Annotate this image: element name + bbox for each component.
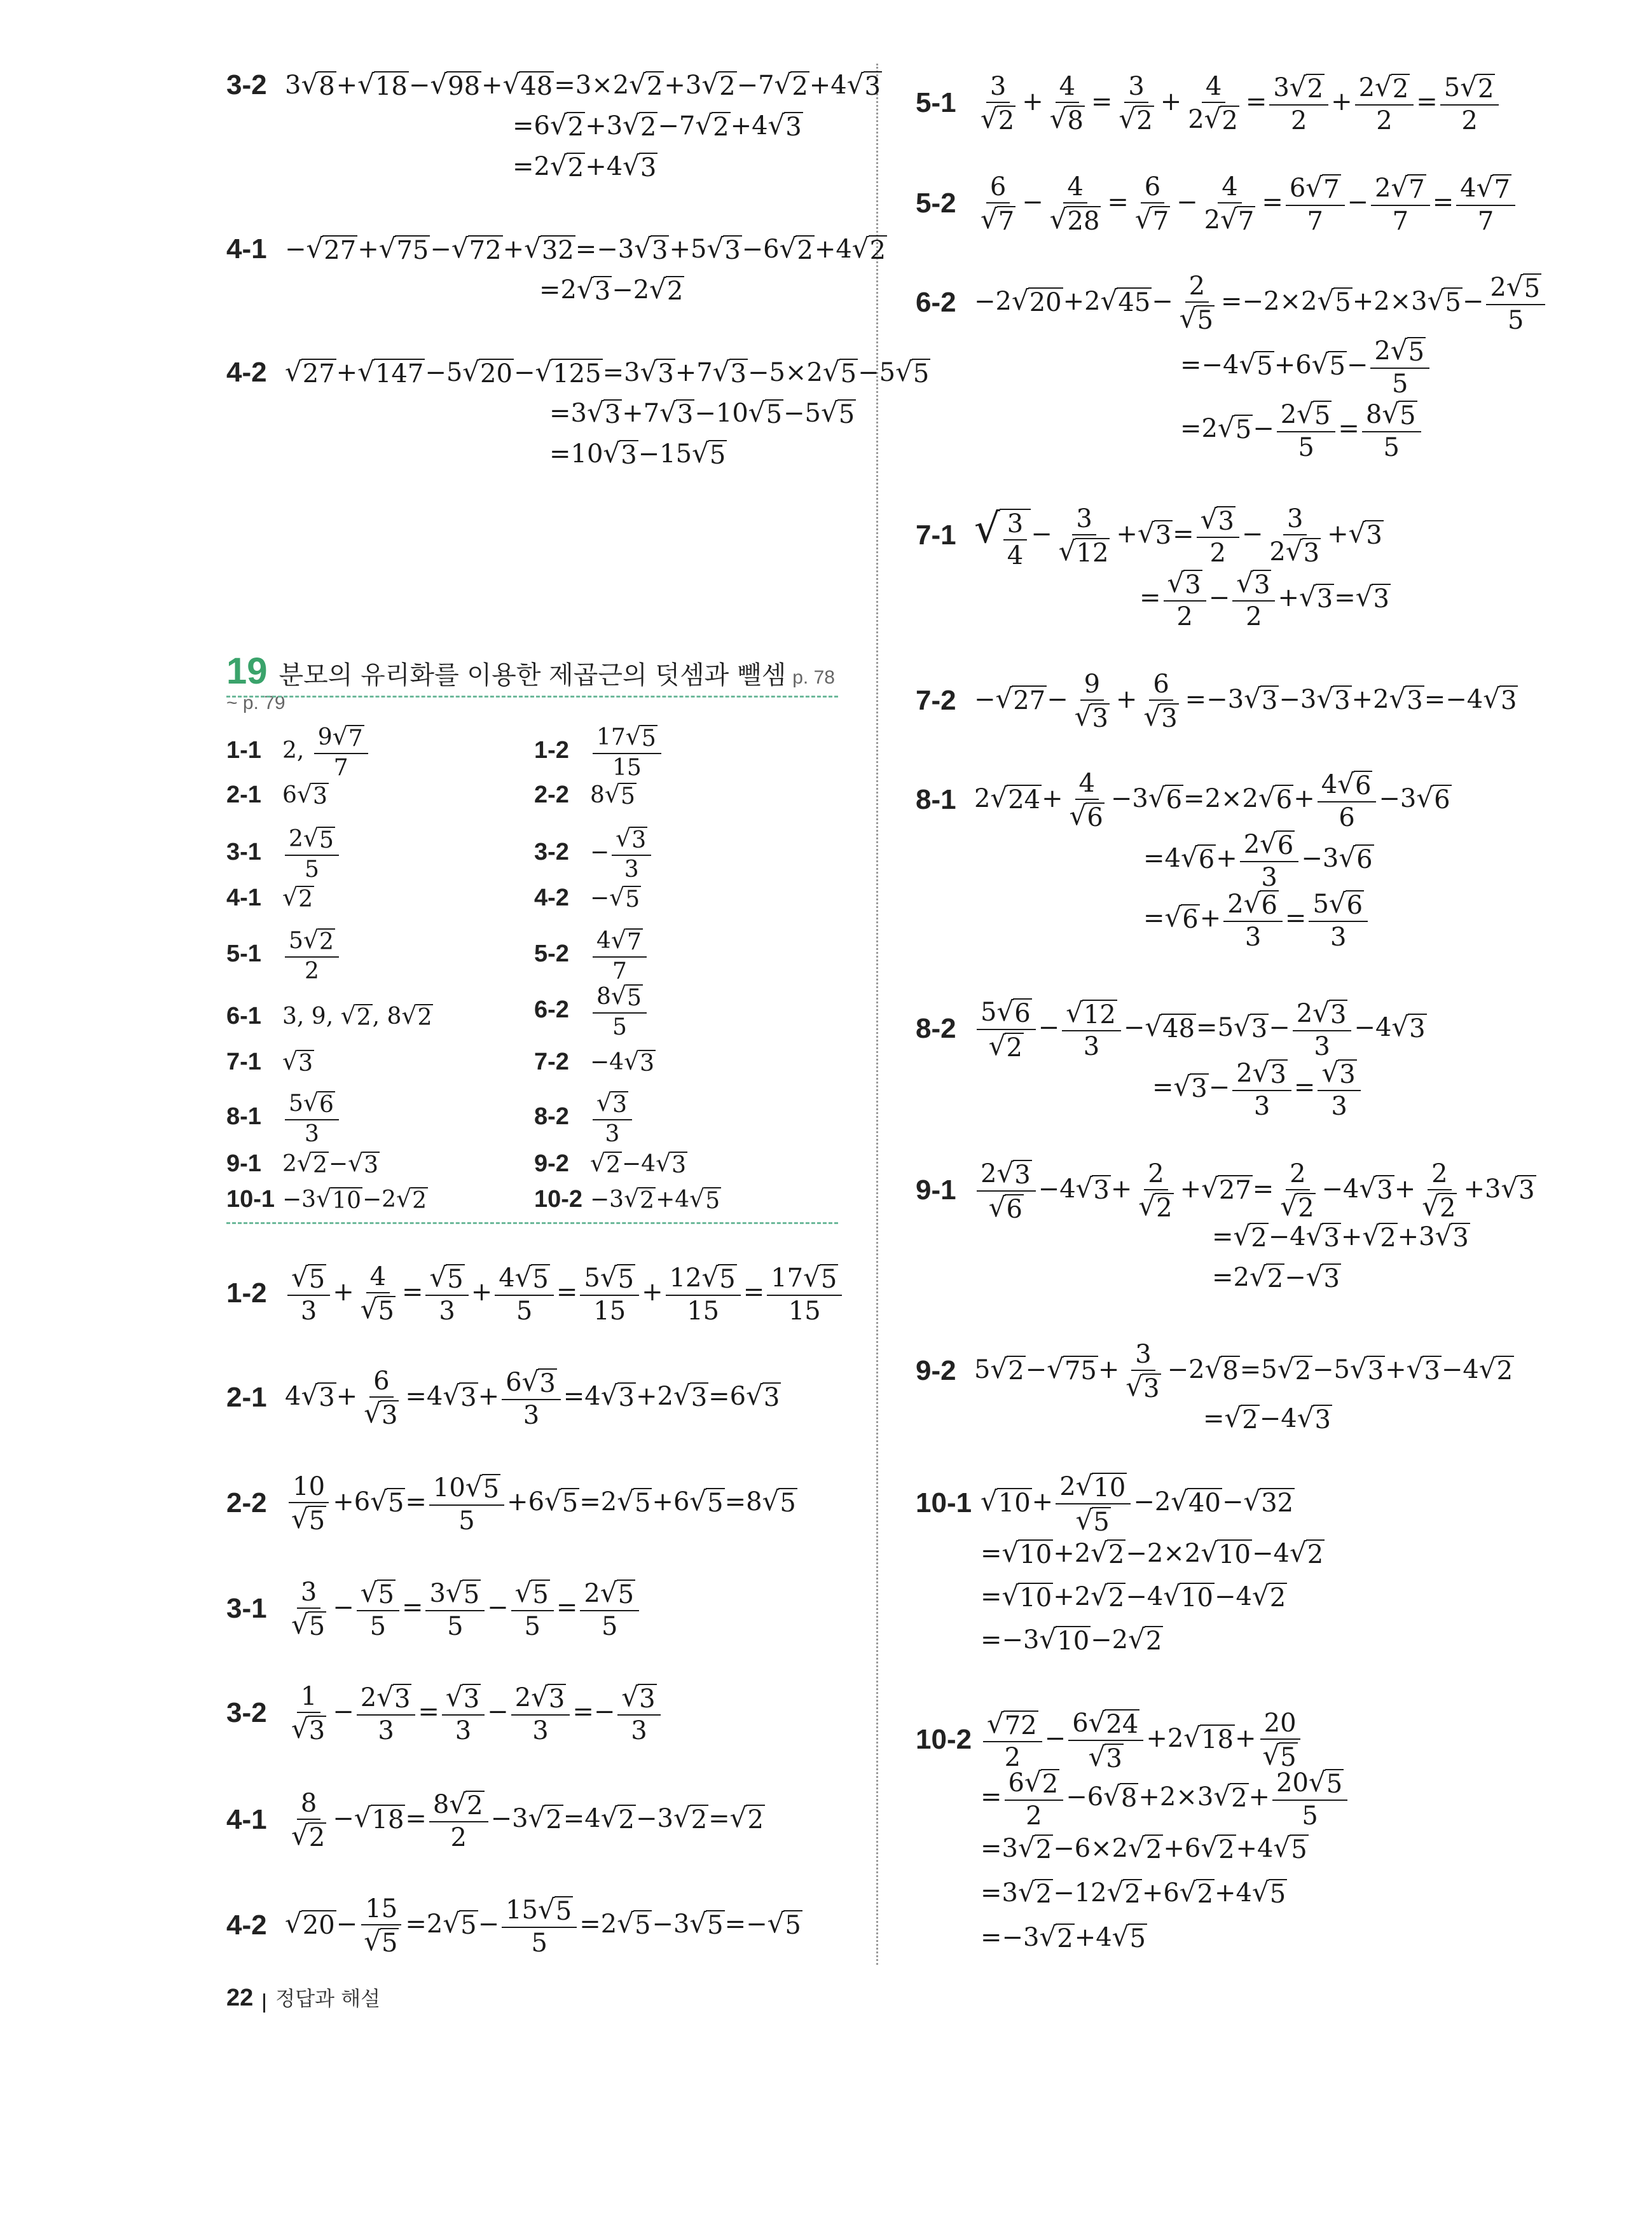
- solution-line: 5 √ 2 − √ 75 + 3 √ 3 −2 √ 8 =5 √ 2 −5 √ 3 + √ 3 −4 √ 2: [974, 1340, 1513, 1403]
- column-divider: [876, 64, 878, 1965]
- solution-line: 6 √ 7 − 4 √ 28 = 6 √ 7 − 4 2 √ 7 = 6 √ 7 7 − 2 √ 7 7 = 4 √ 7 7: [974, 170, 1518, 234]
- short-answer-4-2: 4-2 − √ 5: [534, 883, 640, 912]
- short-answer-5-2: 5-2 4 √ 7 7: [534, 928, 649, 983]
- solution-line: √ 10 + 2 √ 10 √ 5 −2 √ 40 − √ 32: [981, 1470, 1294, 1537]
- solution-line: = 6 √ 2 2 −6 √ 8 +2×3 √ 2 + 20 √ 5 5: [981, 1765, 1350, 1829]
- short-answer-10-2: 10-2 −3 √ 2 +4 √ 5: [534, 1185, 720, 1214]
- solution-line: = √ 3 2 − √ 3 2 + √ 3 = √ 3: [1139, 567, 1389, 631]
- solution-line: =2 √ 2 +4 √ 3: [513, 150, 657, 182]
- solution-line: =2 √ 2 − √ 3: [1212, 1261, 1340, 1293]
- solution-line: 2 √ 3 √ 6 −4 √ 3 + 2 √ 2 + √ 27 = 2 √ 2 −4 √ 3 + 2 √ 2 +3 √ 3: [974, 1157, 1536, 1222]
- short-answer-1-2: 1-2 17 √ 5 15: [534, 725, 664, 780]
- page-footer: [226, 1983, 380, 2013]
- solution-line: 2 √ 24 + 4 √ 6 −3 √ 6 =2×2 √ 6 + 4 √ 6 6 −3 √ 6: [974, 768, 1450, 832]
- solution-line: =−3 √ 10 −2 √ 2: [981, 1623, 1162, 1656]
- solution-line: − √ 27 + √ 75 − √ 72 + √ 32 =−3 √ 3 +5 √ 3 −6 √ 2 +4 √ 2: [285, 233, 886, 265]
- solution-line: =4 √ 6 + 2 √ 6 3 −3 √ 6: [1143, 828, 1373, 892]
- short-answer-3-1: 3-1 2 √ 5 5: [226, 827, 341, 881]
- solution-line: =3 √ 3 +7 √ 3 −10 √ 5 −5 √ 5: [549, 397, 855, 429]
- solution-line: 4 √ 3 + 6 √ 3 =4 √ 3 + 6 √ 3 3 =4 √ 3 +2 √ 3 =6 √ 3: [285, 1366, 780, 1430]
- solution-line: 8 √ 2 − √ 18 = 8 √ 2 2 −3 √ 2 =4 √ 2 −3 √ 2 = √ 2: [291, 1788, 764, 1852]
- solution-line: = √ 6 + 2 √ 6 3 = 5 √ 6 3: [1143, 886, 1370, 950]
- solution-line: = √ 10 +2 √ 2 −2×2 √ 10 −4 √ 2: [981, 1537, 1324, 1569]
- footer-title: 정답과 해설: [275, 1986, 381, 2011]
- short-answer-9-1: 9-1 2 √ 2 − √ 3: [226, 1149, 379, 1178]
- section-divider-bottom: [226, 1222, 838, 1224]
- solution-line: =3 √ 2 −6×2 √ 2 +6 √ 2 +4 √ 5: [981, 1832, 1307, 1864]
- short-answer-9-2: 9-2 √ 2 −4 √ 3: [534, 1149, 687, 1178]
- section-19-header: [226, 650, 838, 714]
- solution-line: 3 √ 8 + √ 18 − √ 98 + √ 48 =3×2 √ 2 +3 √ 2 −7 √ 2 +4 √ 3: [285, 69, 881, 101]
- problem-label: 4-2: [226, 357, 267, 388]
- solution-line: =−4 √ 5 +6 √ 5 − 2 √ 5 5: [1180, 333, 1432, 397]
- solution-line: √ $\frac{3}{4}$ − 3 √ 12 + √ 3 = √ 3 2 − 3 2 √ 3 + √ 3: [974, 504, 1382, 570]
- solution-line: 1 √ 3 − 2 √ 3 3 = √ 3 3 − 2 √ 3 3 =− √ 3 3: [285, 1680, 663, 1744]
- solution-line: =−3 √ 2 +4 √ 5: [981, 1921, 1146, 1953]
- solution-line: 3 √ 2 + 4 √ 8 = 3 √ 2 + 4 2 √ 2 = 3 √ 2 2 + 2 √ 2 2 = 5 √ 2 2: [974, 70, 1501, 134]
- solution-line: =2 √ 3 −2 √ 2: [539, 273, 684, 306]
- section-divider-top: [226, 696, 838, 698]
- short-answer-6-1: 6-1 3, 9, √ 2 , 8 √ 2: [226, 1001, 432, 1031]
- short-answer-5-1: 5-1 5 √ 2 2: [226, 928, 341, 983]
- problem-label: 3-2: [226, 69, 267, 100]
- solution-line: =2 √ 5 − 2 √ 5 5 = 8 √ 5 5: [1180, 397, 1424, 460]
- section-title: 분모의 유리화를 이용한 제곱근의 덧셈과 뺄셈: [279, 661, 787, 690]
- short-answer-6-2: 6-2 8 √ 5 5: [534, 984, 649, 1039]
- solution-line: 3 √ 5 − √ 5 5 = 3 √ 5 5 − √ 5 5 = 2 √ 5 5: [285, 1576, 642, 1639]
- problem-label: 4-1: [226, 233, 267, 265]
- solution-line: 10 √ 5 +6 √ 5 = 10 √ 5 5 +6 √ 5 =2 √ 5 +6 √ 5 =8 √ 5: [285, 1470, 797, 1534]
- short-answer-1-1: 1-1 2, 9 √ 7 7: [226, 725, 371, 780]
- short-answer-7-1: 7-1 √ 3: [226, 1047, 313, 1077]
- solution-line: √ 20 − 15 √ 5 =2 √ 5 − 15 √ 5 5 =2 √ 5 −3 √ 5 =− √ 5: [285, 1894, 801, 1958]
- short-answer-4-1: 4-1 √ 2: [226, 883, 313, 912]
- short-answer-2-1: 2-1 6 √ 3: [226, 780, 327, 809]
- solution-line: = √ 2 −4 √ 3 + √ 2 +3 √ 3: [1212, 1220, 1469, 1253]
- footer-separator: [263, 1993, 265, 2013]
- solution-line: − √ 27 − 9 √ 3 + 6 √ 3 =−3 √ 3 −3 √ 3 +2 √ 3 =−4 √ 3: [974, 670, 1517, 733]
- solution-line: =10 √ 3 −15 √ 5: [549, 437, 726, 470]
- short-answer-7-2: 7-2 −4 √ 3: [534, 1047, 655, 1077]
- solution-line: √ 72 2 − 6 √ 24 √ 3 +2 √ 18 + 20 √ 5: [981, 1707, 1304, 1772]
- solution-line: −2 √ 20 +2 √ 45 − 2 √ 5 =−2×2 √ 5 +2×3 √ 5 − 2 √ 5 5: [974, 270, 1548, 333]
- short-answer-8-2: 8-2 √ 3 3: [534, 1091, 635, 1146]
- page-number: 22: [226, 1985, 254, 2011]
- solution-line: = √ 3 − 2 √ 3 3 = √ 3 3: [1152, 1056, 1363, 1119]
- short-answer-3-2: 3-2 − √ 3 3: [534, 827, 654, 881]
- solution-line: √ 27 + √ 147 −5 √ 20 − √ 125 =3 √ 3 +7 √ 3 −5×2 √ 5 −5 √ 5: [285, 356, 930, 389]
- solution-line: =3 √ 2 −12 √ 2 +6 √ 2 +4 √ 5: [981, 1876, 1286, 1909]
- solution-line: =6 √ 2 +3 √ 2 −7 √ 2 +4 √ 3: [513, 109, 802, 142]
- section-number: 19: [226, 650, 268, 692]
- solution-line: √ 5 3 + 4 √ 5 = √ 5 3 + 4 √ 5 5 = 5 √ 5 15 + 12 √ 5 15 = 17 √ 5 15: [285, 1260, 844, 1324]
- short-answer-10-1: 10-1 −3 √ 10 −2 √ 2: [226, 1185, 427, 1214]
- section-pages: p. 78 ~ p. 79: [226, 667, 835, 713]
- answer-page: 3-2 3 √ 8 + √ 18 − √ 98 + √ 48 =3×2 √ 2 +3 √ 2 −7 √ 2 +4 √ 3 =6 √ 2 +3 √ 2 −7 √ 2 +4 √ 3 =2 √ 2 +4 √ 3 4-1 − √ 27 + √ 75 − √ 72 + √ 32 =−3 √ 3 +5 √ 3 −6 √ 2 +4 √ 2 =2 √ 3 −2 √ 2 4-2 √ 27 + √ 147 −5 √ 20 − √ 125 =3 √ 3 +7 √ 3 −5×2 √ 5 −5 √ 5 =3 √ 3 +7 √ 3 −10 √ 5 −5 √ 5 =10 √ 3 −15 √ 5 19 분모의 유리화를 이용한 제곱근의 덧셈과 뺄셈 p. 78 ~ p. 79 1-1 2, 9 √ 7 7 1-2 17 √ 5 15 2-1 6 √ 3 2-2 8 √ 5 3-1 2 √ 5 5 3-2 − √ 3 3 4-1 √ 2 4-2 − √ 5 5-1 5 √ 2 2 5-2 4 √ 7 7 6-1 3, 9, √ 2 , 8 √ 2 6-2 8 √ 5 5 7-1 √ 3 7-2 −4 √ 3 8-1 5 √ 6 3 8-2 √ 3 3 9-1 2 √ 2 − √ 3 9-2 √ 2 −4 √ 3 10-1 −3 √ 10 −2 √ 2 10-2 −3 √ 2 +4 √ 5 1-2 √ 5 3 + 4 √ 5 = √ 5 3 + 4 √ 5 5 = 5 √ 5 15 + 12 √ 5 15 = 17 √ 5 15 2-1 4 √ 3 + 6 √ 3 =4 √ 3 + 6 √ 3 3 =4 √ 3 +2 √ 3 =6 √ 3 2-2 10 √ 5 +6 √ 5 = 10 √ 5 5 +6 √ 5 =2 √ 5 +6 √ 5 =8 √ 5 3-1 3 √ 5 − √ 5 5 = 3 √ 5 5 − √ 5 5 = 2 √ 5 5 3-2 1 √ 3 − 2 √ 3 3 = √ 3 3 − 2 √ 3 3 =− √ 3 3 4-1 8 √ 2 − √ 18 = 8 √ 2 2 −3 √ 2 =4 √ 2 −3 √ 2 = √ 2 4-2 √ 20 − 15 √ 5 =2 √ 5 − 15 √ 5 5 =2 √ 5 −3 √ 5 =− √ 5 5-1 3 √ 2 + 4 √ 8 = 3 √ 2 + 4 2 √ 2 = 3 √ 2 2 + 2 √ 2 2 = 5 √ 2 2 5-2 6 √ 7 − 4 √ 28 = 6 √ 7 − 4 2 √ 7 = 6 √ 7 7 − 2 √ 7 7 = 4 √ 7 7 6-2 −2 √ 20 +2 √ 45 − 2 √ 5 =−2×2 √ 5 +2×3 √ 5 − 2 √ 5 5 =−4 √ 5 +6 √ 5 − 2 √ 5 5 =2 √ 5 − 2 √ 5 5 = 8 √ 5 5 7-1 √ $\frac{3}{4}$ − 3 √ 12 + √ 3 = √ 3 2 − 3 2 √ 3 + √ 3 = √ 3 2 − √ 3 2 + √ 3 = √ 3 7-2 − √ 27 − 9 √ 3 + 6 √ 3 =−3 √ 3 −3 √ 3 +2 √ 3 =−4 √ 3 8-1 2 √ 24 + 4 √ 6 −3 √ 6 =2×2 √ 6 + 4 √ 6 6 −3 √ 6 =4 √ 6 + 2 √ 6 3 −3 √ 6 = √ 6 + 2 √ 6 3 = 5 √ 6 3 8-2 5 √ 6 √ 2 − √ 12 3 − √ 48 =5 √ 3 − 2 √ 3 3 −4 √ 3 = √ 3 − 2 √ 3 3 = √ 3 3 9-1 2 √ 3 √ 6 −4 √ 3 + 2 √ 2 + √ 27 = 2 √ 2 −4 √ 3 + 2 √ 2 +3 √ 3 = √ 2 −4 √ 3 + √ 2 +3 √ 3 =2 √ 2 − √ 3 9-2 5 √ 2 − √ 75 + 3 √ 3 −2 √ 8 =5 √ 2 −5 √ 3 + √ 3 −4 √ 2 = √ 2 −4 √ 3 10-1 √ 10 + 2 √ 10 √ 5 −2 √ 40 − √ 32 = √ 10 +2 √ 2 −2×2 √ 10 −4 √ 2 = √ 10 +2 √ 2 −4 √ 10 −4 √ 2 =−3 √ 10 −2 √ 2 10-2 √ 72 2 − 6 √ 24 √ 3 +2 √ 18 + 20 √ 5 = 6 √ 2 2 −6 √ 8 +2×3 √ 2 + 20 √ 5 5 =3 √ 2 −6×2 √ 2 +6 √ 2 +4 √ 5 =3 √ 2 −12 √ 2 +6 √ 2 +4 √ 5 =−3 √ 2 +4 √ 5 22 정답과 해설: [0, 0, 1652, 2230]
- short-answer-8-1: 8-1 5 √ 6 3: [226, 1091, 341, 1146]
- solution-line: = √ 2 −4 √ 3: [1203, 1402, 1331, 1435]
- solution-line: = √ 10 +2 √ 2 −4 √ 10 −4 √ 2: [981, 1580, 1286, 1613]
- short-answer-2-2: 2-2 8 √ 5: [534, 780, 635, 809]
- solution-line: 5 √ 6 √ 2 − √ 12 3 − √ 48 =5 √ 3 − 2 √ 3 3 −4 √ 3: [974, 996, 1427, 1061]
